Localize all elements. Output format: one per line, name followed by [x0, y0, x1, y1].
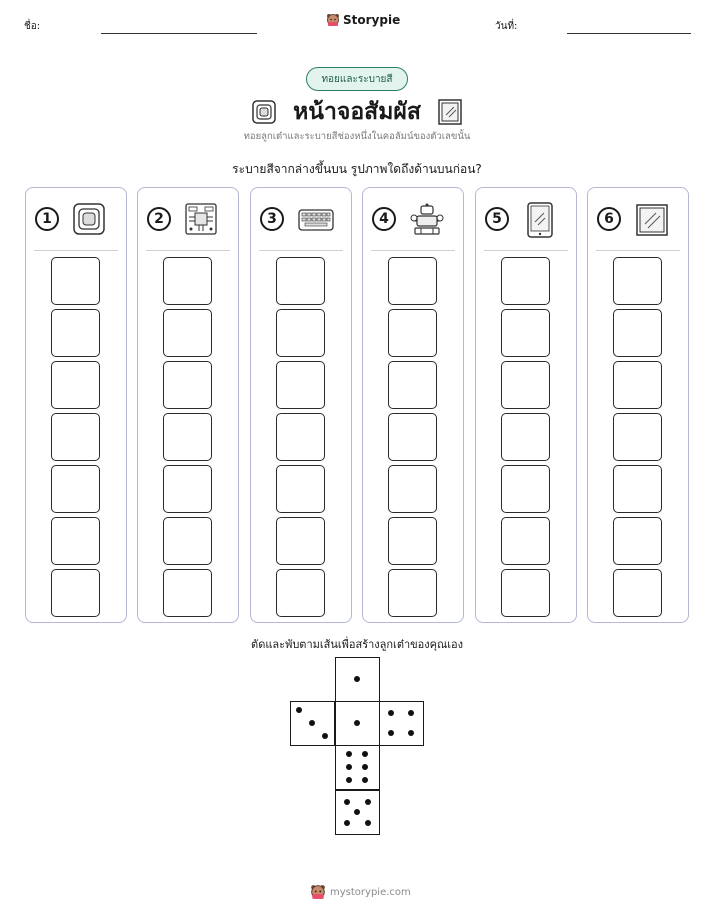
color-box[interactable] [276, 465, 325, 513]
color-box[interactable] [613, 413, 662, 461]
color-box[interactable] [501, 413, 550, 461]
column-divider [596, 250, 680, 251]
color-box[interactable] [388, 517, 437, 565]
color-box[interactable] [51, 257, 100, 305]
footer [310, 884, 411, 900]
column-number: 6 [597, 207, 621, 231]
die-face [379, 701, 424, 746]
column-header [138, 188, 238, 250]
color-box[interactable] [276, 517, 325, 565]
color-box[interactable] [163, 517, 212, 565]
robot-machine-icon [409, 202, 447, 240]
die-pip [388, 730, 394, 736]
column-divider [34, 250, 118, 251]
tablet-icon [522, 202, 560, 240]
column-number: 3 [260, 207, 284, 231]
column-divider [146, 250, 230, 251]
date-line [567, 33, 691, 34]
column-5 [475, 187, 577, 623]
footer-url: mystorypie.com [330, 886, 411, 898]
column-1 [25, 187, 127, 623]
die-pip [362, 764, 368, 770]
column-header [588, 188, 688, 250]
color-box[interactable] [501, 309, 550, 357]
column-3 [250, 187, 352, 623]
color-box[interactable] [388, 309, 437, 357]
question: ระบายสีจากล่างขึ้นบน รูปภาพใดถึงด้านบนก่อน? [232, 162, 482, 176]
color-box[interactable] [276, 361, 325, 409]
die-pip [344, 799, 350, 805]
die-face [335, 657, 380, 702]
color-box[interactable] [501, 257, 550, 305]
subtitle: ทอยลูกเต๋าและระบายสีช่องหนึ่งในคอลัมน์ของตัวเลขนั้น [243, 131, 471, 142]
color-box[interactable] [51, 309, 100, 357]
column-number: 1 [35, 207, 59, 231]
color-box[interactable] [613, 309, 662, 357]
column-6 [587, 187, 689, 623]
column-divider [484, 250, 568, 251]
die-face [335, 745, 380, 790]
color-box[interactable] [501, 569, 550, 617]
activity-badge: ทอยและระบายสี [306, 67, 408, 91]
color-box[interactable] [388, 361, 437, 409]
color-box[interactable] [613, 465, 662, 513]
color-box[interactable] [501, 517, 550, 565]
glass-screen-icon [634, 202, 672, 240]
column-4 [362, 187, 464, 623]
keyboard-panel-icon [297, 202, 335, 240]
die-pip [354, 720, 360, 726]
die-pip [322, 733, 328, 739]
die-face [335, 701, 380, 746]
column-2 [137, 187, 239, 623]
dice-instruction: ตัดและพับตามเส้นเพื่อสร้างลูกเต๋าของคุณเอง [251, 638, 463, 651]
color-box[interactable] [276, 309, 325, 357]
die-pip [388, 710, 394, 716]
color-box[interactable] [276, 413, 325, 461]
bear-mascot-icon [326, 13, 340, 27]
touch-sensor-icon [251, 99, 277, 125]
die-pip [354, 809, 360, 815]
die-pip [346, 777, 352, 783]
brand-logo [326, 13, 400, 27]
page-title: หน้าจอสัมผัส [293, 99, 421, 125]
column-number: 5 [485, 207, 509, 231]
brand-name: Storypie [343, 13, 401, 27]
color-box[interactable] [51, 569, 100, 617]
column-header [476, 188, 576, 250]
die-pip [408, 730, 414, 736]
color-box[interactable] [613, 569, 662, 617]
die-face [335, 790, 380, 835]
column-divider [259, 250, 343, 251]
die-pip [365, 799, 371, 805]
column-header [251, 188, 351, 250]
die-pip [408, 710, 414, 716]
touch-sensor-icon [72, 202, 110, 240]
color-box[interactable] [163, 257, 212, 305]
die-pip [296, 707, 302, 713]
name-line [101, 33, 257, 34]
title-row [0, 94, 714, 130]
die-face [290, 701, 335, 746]
color-box[interactable] [388, 465, 437, 513]
color-box[interactable] [163, 309, 212, 357]
color-box[interactable] [51, 517, 100, 565]
color-box[interactable] [613, 361, 662, 409]
die-pip [362, 777, 368, 783]
color-box[interactable] [163, 569, 212, 617]
color-box[interactable] [163, 361, 212, 409]
die-pip [365, 820, 371, 826]
die-pip [346, 751, 352, 757]
color-box[interactable] [388, 569, 437, 617]
color-box[interactable] [163, 465, 212, 513]
color-box[interactable] [276, 569, 325, 617]
bear-mascot-icon [310, 884, 326, 900]
column-divider [371, 250, 455, 251]
column-number: 4 [372, 207, 396, 231]
color-box[interactable] [51, 361, 100, 409]
column-header [26, 188, 126, 250]
color-box[interactable] [501, 361, 550, 409]
die-pip [362, 751, 368, 757]
color-box[interactable] [388, 257, 437, 305]
color-box[interactable] [51, 413, 100, 461]
circuit-chip-icon [184, 202, 222, 240]
color-box[interactable] [51, 465, 100, 513]
die-pip [309, 720, 315, 726]
color-box[interactable] [613, 517, 662, 565]
color-box[interactable] [388, 413, 437, 461]
color-box[interactable] [276, 257, 325, 305]
column-number: 2 [147, 207, 171, 231]
color-box[interactable] [163, 413, 212, 461]
die-pip [354, 676, 360, 682]
date-label: วันที่: [495, 21, 518, 32]
die-pip [344, 820, 350, 826]
color-box[interactable] [613, 257, 662, 305]
glass-screen-icon [437, 98, 463, 126]
die-pip [346, 764, 352, 770]
name-label: ชื่อ: [24, 21, 41, 32]
column-header [363, 188, 463, 250]
color-box[interactable] [501, 465, 550, 513]
